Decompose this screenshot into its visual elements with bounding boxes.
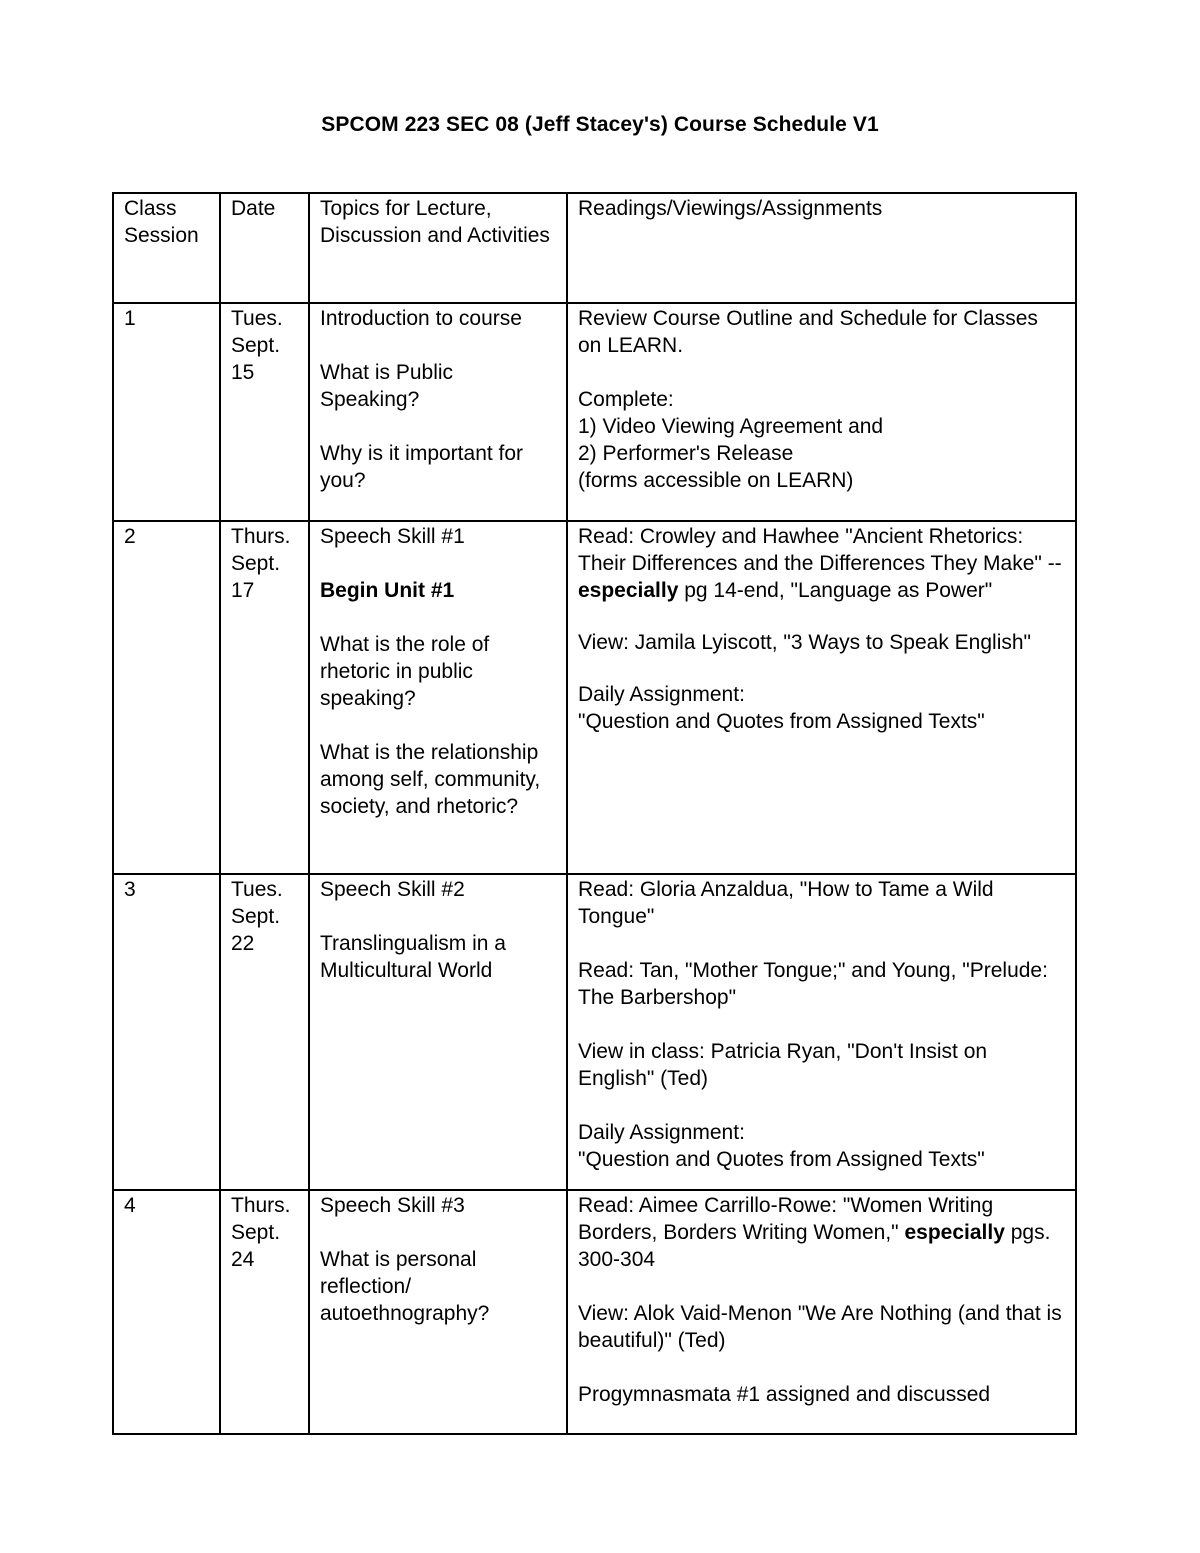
table-row xyxy=(113,521,1076,874)
session-readings xyxy=(567,874,1076,1190)
session-readings xyxy=(567,521,1076,874)
session-date: Thurs. Sept. 24 xyxy=(220,1190,309,1434)
reading-line: Review Course Outline and Schedule for Classes on LEARN. xyxy=(578,307,1038,357)
reading-line: "Question and Quotes from Assigned Texts" xyxy=(578,1148,985,1171)
session-readings xyxy=(567,1190,1076,1434)
emphasis-text: especially xyxy=(578,579,679,602)
session-date: Thurs. Sept. 17 xyxy=(220,521,309,874)
topic-line: What is Public Speaking? xyxy=(320,361,454,411)
session-number: 1 xyxy=(113,303,220,521)
topic-line: Translingualism in a Multicultural World xyxy=(320,932,506,982)
session-topics xyxy=(309,874,567,1190)
session-number: 3 xyxy=(113,874,220,1190)
reading-line: View: Jamila Lyiscott, "3 Ways to Speak English" xyxy=(578,631,1031,654)
header-class-session: Class Session xyxy=(113,193,220,303)
reading-text: Read: Aimee Carrillo-Rowe: "Women Writing Borders, Borders Writing Women," xyxy=(578,1194,994,1244)
reading-line: View: Alok Vaid-Menon "We Are Nothing (and that is beautiful)" (Ted) xyxy=(578,1302,1062,1352)
reading-line xyxy=(578,1192,1065,1273)
table-row xyxy=(113,1190,1076,1434)
reading-text: Read: Crowley and Hawhee "Ancient Rhetorics: Their Differences and the Differences They Make" -- xyxy=(578,525,1062,575)
reading-text: pg 14-end, "Language as Power" xyxy=(678,579,993,602)
unit-heading-text: Begin Unit #1 xyxy=(320,579,455,602)
topic-line: What is the role of rhetoric in public speaking? xyxy=(320,633,490,710)
session-readings xyxy=(567,303,1076,521)
unit-heading xyxy=(320,577,556,604)
session-number: 2 xyxy=(113,521,220,874)
course-schedule-table xyxy=(112,192,1077,1435)
reading-line: (forms accessible on LEARN) xyxy=(578,469,854,492)
session-date: Tues. Sept. 22 xyxy=(220,874,309,1190)
table-header-row xyxy=(113,193,1076,303)
emphasis-text: especially xyxy=(904,1221,1005,1244)
header-date: Date xyxy=(220,193,309,303)
session-topics xyxy=(309,1190,567,1434)
header-readings: Readings/Viewings/Assignments xyxy=(567,193,1076,303)
reading-line: Daily Assignment: xyxy=(578,683,745,706)
reading-line: 2) Performer's Release xyxy=(578,442,794,465)
session-topics xyxy=(309,521,567,874)
reading-line: Read: Gloria Anzaldua, "How to Tame a Wild Tongue" xyxy=(578,878,994,928)
header-topics: Topics for Lecture, Discussion and Activities xyxy=(309,193,567,303)
table-row xyxy=(113,874,1076,1190)
reading-line: "Question and Quotes from Assigned Texts" xyxy=(578,710,985,733)
reading-line: Read: Tan, "Mother Tongue;" and Young, "Prelude: The Barbershop" xyxy=(578,959,1048,1009)
session-number: 4 xyxy=(113,1190,220,1434)
table-row xyxy=(113,303,1076,521)
topic-line: Speech Skill #1 xyxy=(320,525,465,548)
topic-line: Speech Skill #2 xyxy=(320,878,465,901)
reading-line: Progymnasmata #1 assigned and discussed xyxy=(578,1383,991,1406)
reading-line xyxy=(578,523,1065,604)
reading-text: pgs. 300-304 xyxy=(578,1221,1051,1271)
reading-line: Daily Assignment: xyxy=(578,1121,745,1144)
reading-line: 1) Video Viewing Agreement and xyxy=(578,415,884,438)
reading-line: Complete: xyxy=(578,388,674,411)
topic-line: Introduction to course xyxy=(320,307,522,330)
topic-line: What is personal reflection/ autoethnography? xyxy=(320,1248,490,1325)
topic-line: Speech Skill #3 xyxy=(320,1194,465,1217)
session-date: Tues. Sept. 15 xyxy=(220,303,309,521)
reading-line: View in class: Patricia Ryan, "Don't Insist on English" (Ted) xyxy=(578,1040,988,1090)
topic-line: Why is it important for you? xyxy=(320,442,524,492)
topic-line: What is the relationship among self, community, society, and rhetoric? xyxy=(320,741,541,818)
document-title: SPCOM 223 SEC 08 (Jeff Stacey's) Course Schedule V1 xyxy=(321,113,879,136)
session-topics xyxy=(309,303,567,521)
